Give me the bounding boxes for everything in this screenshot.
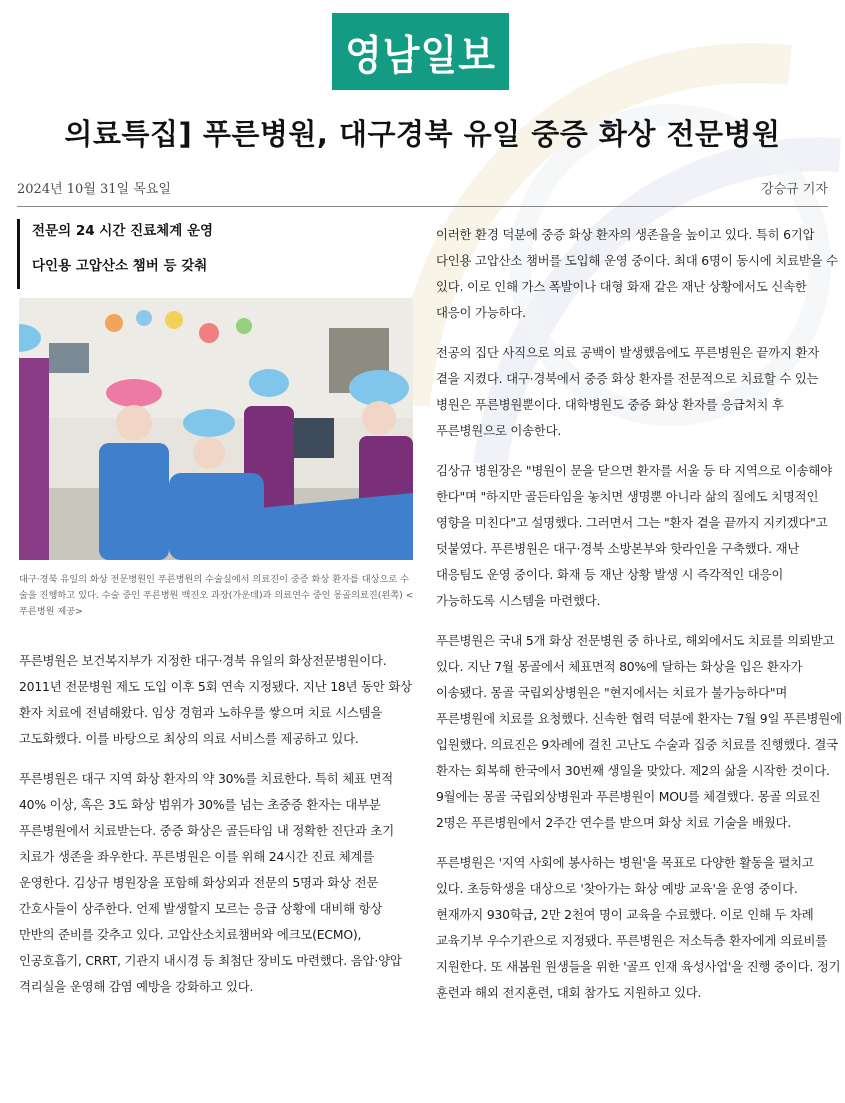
header-divider (17, 206, 828, 207)
subhead-line: 다인용 고압산소 챔버 등 갖춰 (32, 258, 208, 274)
body-paragraph: 김상규 병원장은 "병원이 문을 닫으면 환자를 서울 등 타 지역으로 이송해야 한다"며 "하지만 골든타임을 놓치면 생명뿐 아니라 삶의 질에도 치명적인 영향을 미친다"고 설명했다. 그러면서 그는 "환자 곁을 끝까지 지키겠다"고 덧붙였다. 푸른병원은 대구·경북 소방본부와 핫라인을 구축했다. 재난 대응팀도 운영 중이다. 화재 등 재난 상황 발생 시 즉각적인 대응이 가능하도록 시스템을 마련했다. (436, 463, 832, 608)
body-paragraph: 이러한 환경 덕분에 중증 화상 환자의 생존율을 높이고 있다. 특히 6기압 다인용 고압산소 챔버를 도입해 운영 중이다. 최대 6명이 동시에 치료받을 수 있다. 이로 인해 가스 폭발이나 대형 화재 같은 재난 상황에서도 신속한 대응이 가능하다. (436, 227, 838, 320)
surgery-photo (19, 298, 413, 560)
subhead-line: 전문의 24 시간 진료체계 운영 (32, 223, 214, 239)
body-paragraph: 푸른병원은 보건복지부가 지정한 대구·경북 유일의 화상전문병원이다. 2011년 전문병원 제도 도입 이후 5회 연속 지정됐다. 지난 18년 동안 화상 환자 치료에 전념해왔다. 임상 경험과 노하우를 쌓으며 치료 시스템을 고도화했다. 이를 바탕으로 최상의 의료 서비스를 제공하고 있다. (19, 653, 412, 746)
article-body-right (436, 222, 844, 1020)
body-paragraph: 푸른병원은 대구 지역 화상 환자의 약 30%를 치료한다. 특히 체표 면적 40% 이상, 혹은 3도 화상 범위가 30%를 넘는 초중증 환자는 대부분 푸른병원에서 치료받는다. 중증 화상은 골든타임 내 정확한 진단과 초기 치료가 생존을 좌우한다. 푸른병원은 이를 위해 24시간 진료 체계를 운영한다. 김상규 병원장을 포함해 화상외과 전문의 5명과 화상 전문 간호사들이 상주한다. 언제 발생할지 모르는 응급 상황에 대비해 항상 만반의 준비를 갖추고 있다. 고압산소치료챔버와 에크모(ECMO), 인공호흡기, CRRT, 기관지 내시경 등 최첨단 장비도 마련했다. 음압·양압 격리실을 운영해 감염 예방을 강화하고 있다. (19, 771, 402, 994)
masthead-logo-text: 영남일보 (345, 31, 496, 80)
article-subheads (17, 219, 412, 289)
reporter-byline: 강승규 기자 (761, 182, 828, 197)
newspaper-masthead (332, 13, 509, 90)
body-paragraph: 전공의 집단 사직으로 의료 공백이 발생했음에도 푸른병원은 끝까지 환자 곁을 지켰다. 대구·경북에서 중증 화상 환자를 전문적으로 치료할 수 있는 병원은 푸른병원뿐이다. 대학병원도 중증 화상 환자를 응급처치 후 푸른병원으로 이송한다. (436, 345, 819, 438)
article-body-left (19, 648, 421, 1014)
photo-caption: 대구·경북 유일의 화상 전문병원인 푸른병원의 수술실에서 의료진이 중증 화상 환자를 대상으로 수술을 진행하고 있다. 수술 중인 푸른병원 백진오 과장(가운데)과 의료연수 중인 몽골의료진(왼쪽) <푸른병원 제공> (19, 574, 414, 617)
surgery-photo-illustration (19, 298, 413, 560)
body-paragraph: 푸른병원은 '지역 사회에 봉사하는 병원'을 목표로 다양한 활동을 펼치고 있다. 초등학생을 대상으로 '찾아가는 화상 예방 교육'을 운영 중이다. 현재까지 930학급, 2만 2천여 명이 교육을 수료했다. 이로 인해 두 차례 교육기부 우수기관으로 지정됐다. 푸른병원은 저소득층 환자에게 의료비를 지원한다. 또 새봄원 원생들을 위한 '골프 인재 육성사업'을 진행 중이다. 정기 훈련과 해외 전지훈련, 대회 참가도 지원하고 있다. (436, 855, 841, 1000)
publish-date: 2024년 10월 31일 목요일 (17, 182, 171, 197)
body-paragraph: 푸른병원은 국내 5개 화상 전문병원 중 하나로, 해외에서도 치료를 의뢰받고 있다. 지난 7월 몽골에서 체표면적 80%에 달하는 화상을 입은 환자가 이송됐다. 몽골 국립외상병원은 "현지에서는 치료가 불가능하다"며 푸른병원에 치료를 요청했다. 신속한 협력 덕분에 환자는 7월 9일 푸른병원에 입원했다. 의료진은 9차례에 걸친 고난도 수술과 집중 치료를 진행했다. 결국 환자는 회복해 한국에서 30번째 생일을 맞았다. 제2의 삶을 시작한 것이다. 9월에는 몽골 국립외상병원과 푸른병원이 MOU를 체결했다. 몽골 의료진 2명은 푸른병원에서 2주간 연수를 받으며 화상 치료 기술을 배웠다. (436, 633, 842, 830)
article-headline: 의료특집] 푸른병원, 대구경북 유일 중증 화상 전문병원 (64, 117, 781, 151)
